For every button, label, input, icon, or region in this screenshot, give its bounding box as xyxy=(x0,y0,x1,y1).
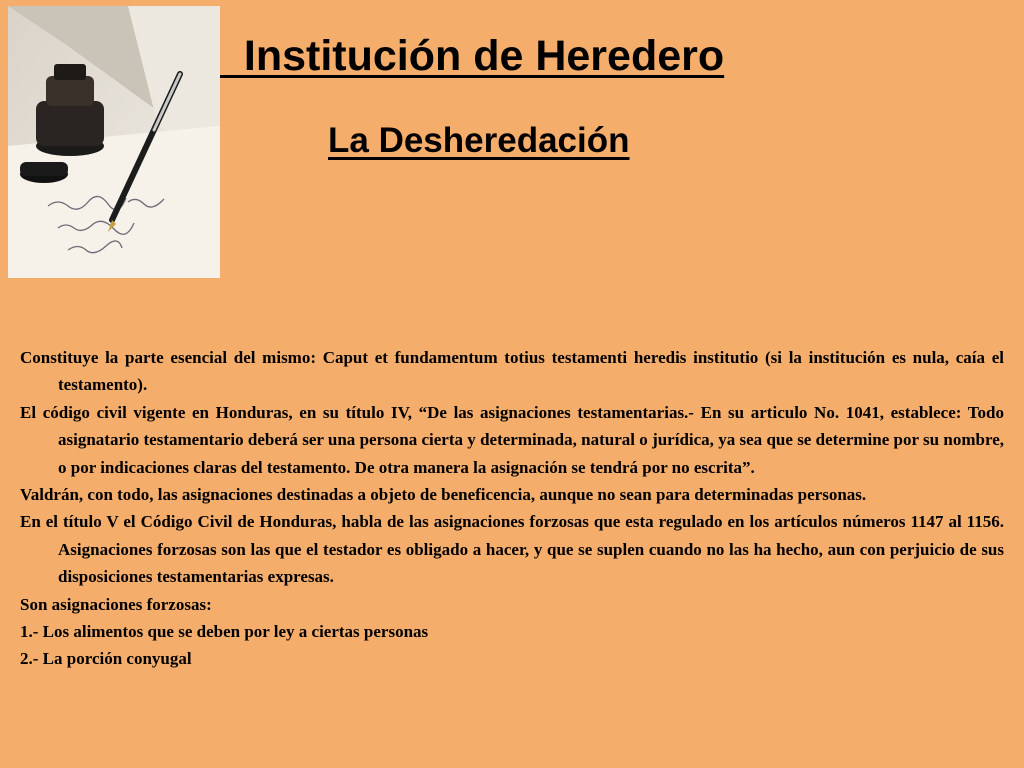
paragraph: Valdrán, con todo, las asignaciones destinadas a objeto de beneficencia, aunque no sean para determinadas personas. xyxy=(20,485,867,505)
list-intro: Son asignaciones forzosas: xyxy=(20,594,212,614)
paragraph: El código civil vigente en Honduras, en su título IV, “De las asignaciones testamentarias.- En su articulo No. 1041, establece: Todo asignatario testamentario deberá ser una persona cierta y determinada, natural o jurídica, ya sea que se determine por su nombre, o por indicaciones claras del testamento. De otra manera la asignación se tendrá por no escrita”. xyxy=(20,402,1004,477)
list-item: 2.- La porción conyugal xyxy=(20,649,192,669)
list-item: 1.- Los alimentos que se deben por ley a ciertas personas xyxy=(20,622,429,642)
slide-title: Institución de Heredero xyxy=(220,32,725,80)
paragraph: Constituye la parte esencial del mismo: Caput et fundamentum totius testamenti heredis institutio (si la institución es nula, caía el testamento). xyxy=(20,348,1004,395)
paragraph: En el título V el Código Civil de Honduras, habla de las asignaciones forzosas que esta regulado en los artículos números 1147 al 1156. Asignaciones forzosas son las que el testador es obligado a hacer, y que se suplen cuando no las ha hecho, aun con perjuicio de sus disposiciones testamentarias expresas. xyxy=(20,512,1004,587)
slide-subtitle: La Desheredación xyxy=(328,121,630,160)
body-text xyxy=(20,344,1004,673)
ink-and-pen-photo xyxy=(8,6,220,278)
